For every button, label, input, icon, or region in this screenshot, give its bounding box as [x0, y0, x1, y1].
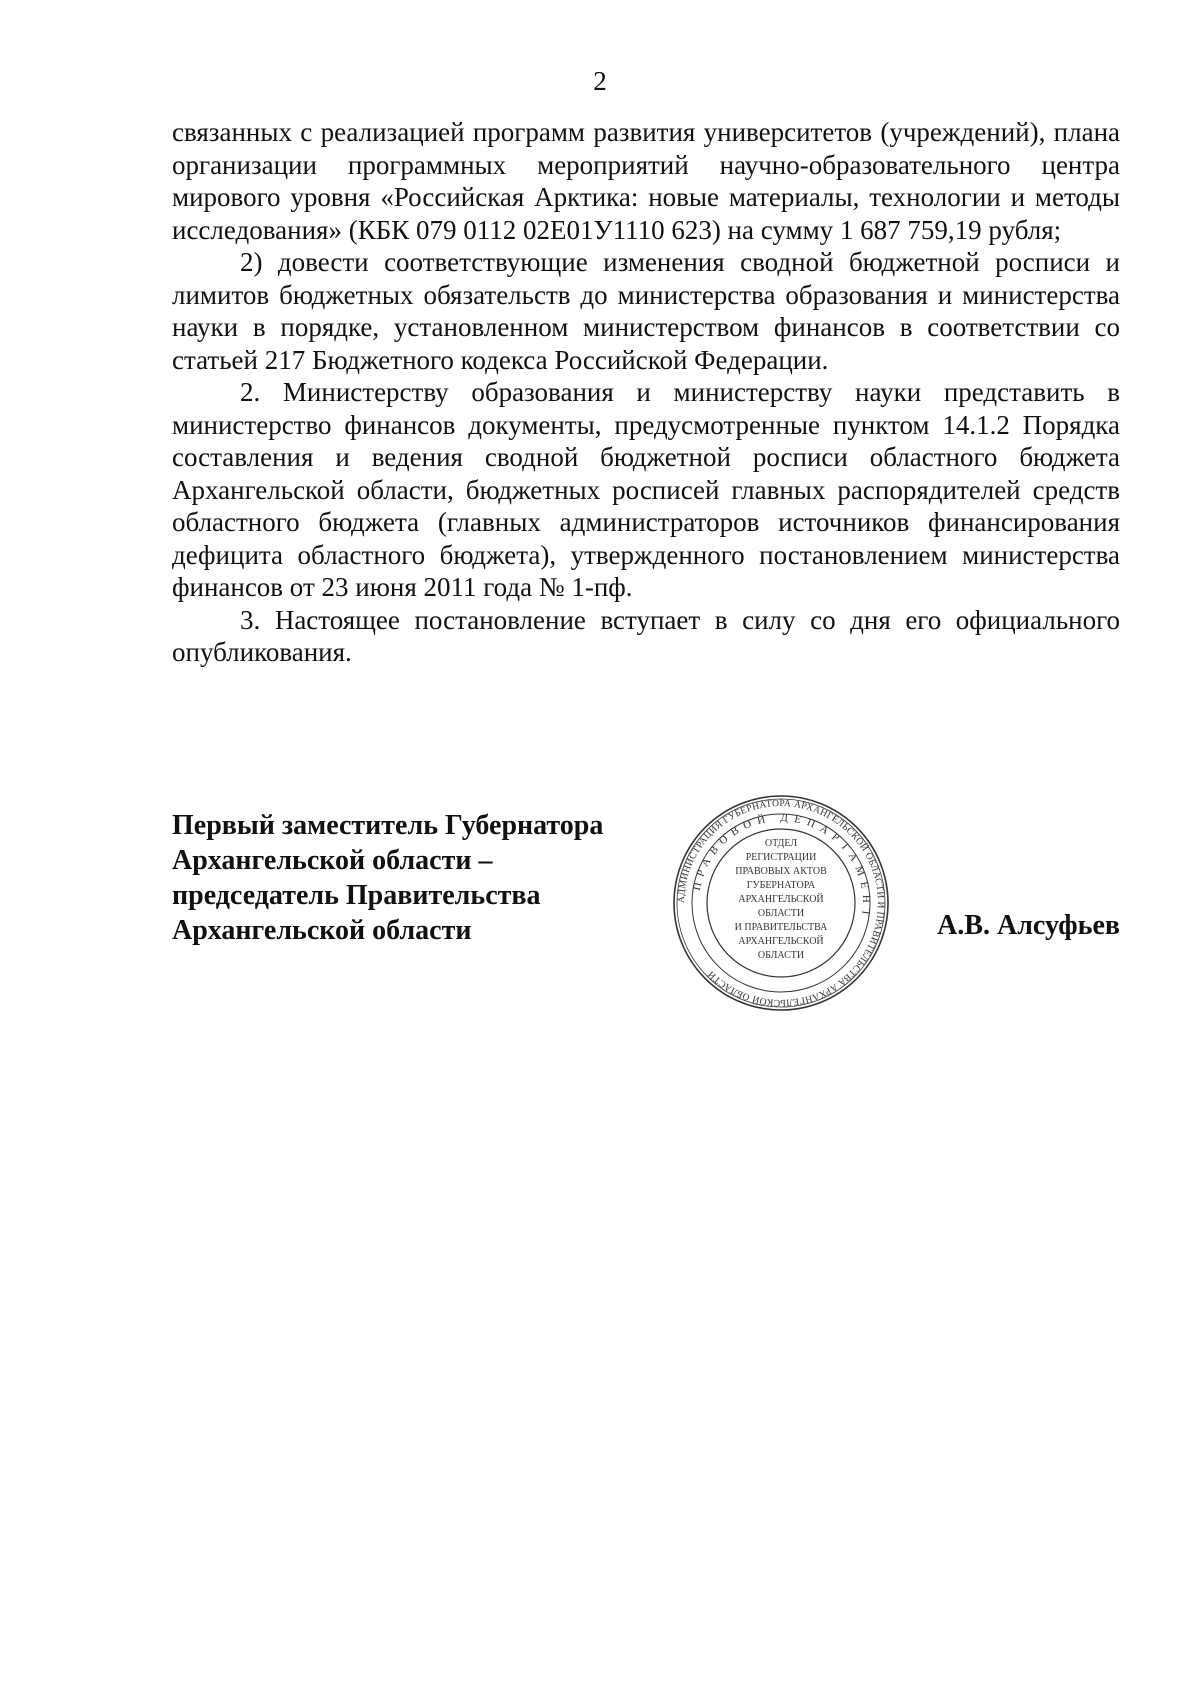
signer-position-line: председатель Правительства [172, 880, 541, 911]
signer-position-line: Первый заместитель Губернатора [172, 810, 604, 841]
stamp-center-line: И ПРАВИТЕЛЬСТВА [734, 922, 828, 933]
stamp-center-line: ОТДЕЛ [764, 838, 798, 849]
paragraph-clause-2: 2. Министерству образования и министерству науки представить в министерство финансов документы, предусмотренные пунктом 14.1.2 Порядка составления и ведения сводной бюджетной росписи областного бюджета Архангельской области, бюджетных росписей главных распорядителей средств областного бюджета (главных администраторов источников финансирования дефицита областного бюджета), утвержденного постановлением министерства финансов от 23 июня 2011 года № 1-пф. [172, 377, 1120, 602]
page-number: 2 [593, 66, 607, 96]
stamp-center-line: РЕГИСТРАЦИИ [745, 852, 817, 863]
stamp-center-line: АРХАНГЕЛЬСКОЙ [738, 894, 824, 905]
stamp-ring-text: АДМИНИСТРАЦИЯ ГУБЕРНАТОРА АРХАНГЕЛЬСКОЙ ОБЛАСТИ И ПРАВИТЕЛЬСТВА АРХАНГЕЛЬСКОЙ ОБЛАСТИ [675, 797, 887, 1009]
signer-name: А.В. Алсуфьев [937, 910, 1120, 941]
paragraph-continuation: связанных с реализацией программ развития университетов (учреждений), плана организации программных мероприятий научно-образовательного центра мирового уровня «Российская Арктика: новые материалы, технологии и методы исследования» (КБК 079 0112 02Е01У1110 623) на сумму 1 687 759,19 рубля; [172, 117, 1120, 245]
stamp-inner-ring-text: ПРАВОВОЙ ДЕПАРТАМЕНТ [690, 811, 873, 923]
signer-position [172, 808, 603, 948]
signer-position-line: Архангельской области – [172, 845, 493, 876]
official-stamp [672, 794, 890, 1012]
stamp-center-line: ОБЛАСТИ [757, 908, 805, 919]
paragraph-clause-3: 3. Настоящее постановление вступает в силу со дня его официального опубликования. [172, 604, 1120, 667]
stamp-center-line: ОБЛАСТИ [757, 950, 805, 961]
document-body [172, 116, 1120, 669]
stamp-center-line: ГУБЕРНАТОРА [746, 880, 816, 891]
signer-position-line: Архангельской области [172, 915, 472, 946]
stamp-center-line: АРХАНГЕЛЬСКОЙ [738, 936, 824, 947]
stamp-center-line: ПРАВОВЫХ АКТОВ [735, 866, 827, 877]
paragraph-item-2: 2) довести соответствующие изменения сводной бюджетной росписи и лимитов бюджетных обязательств до министерства образования и министерства науки в порядке, установленном министерством финансов в соответствии со статьей 217 Бюджетного кодекса Российской Федерации. [172, 247, 1120, 375]
